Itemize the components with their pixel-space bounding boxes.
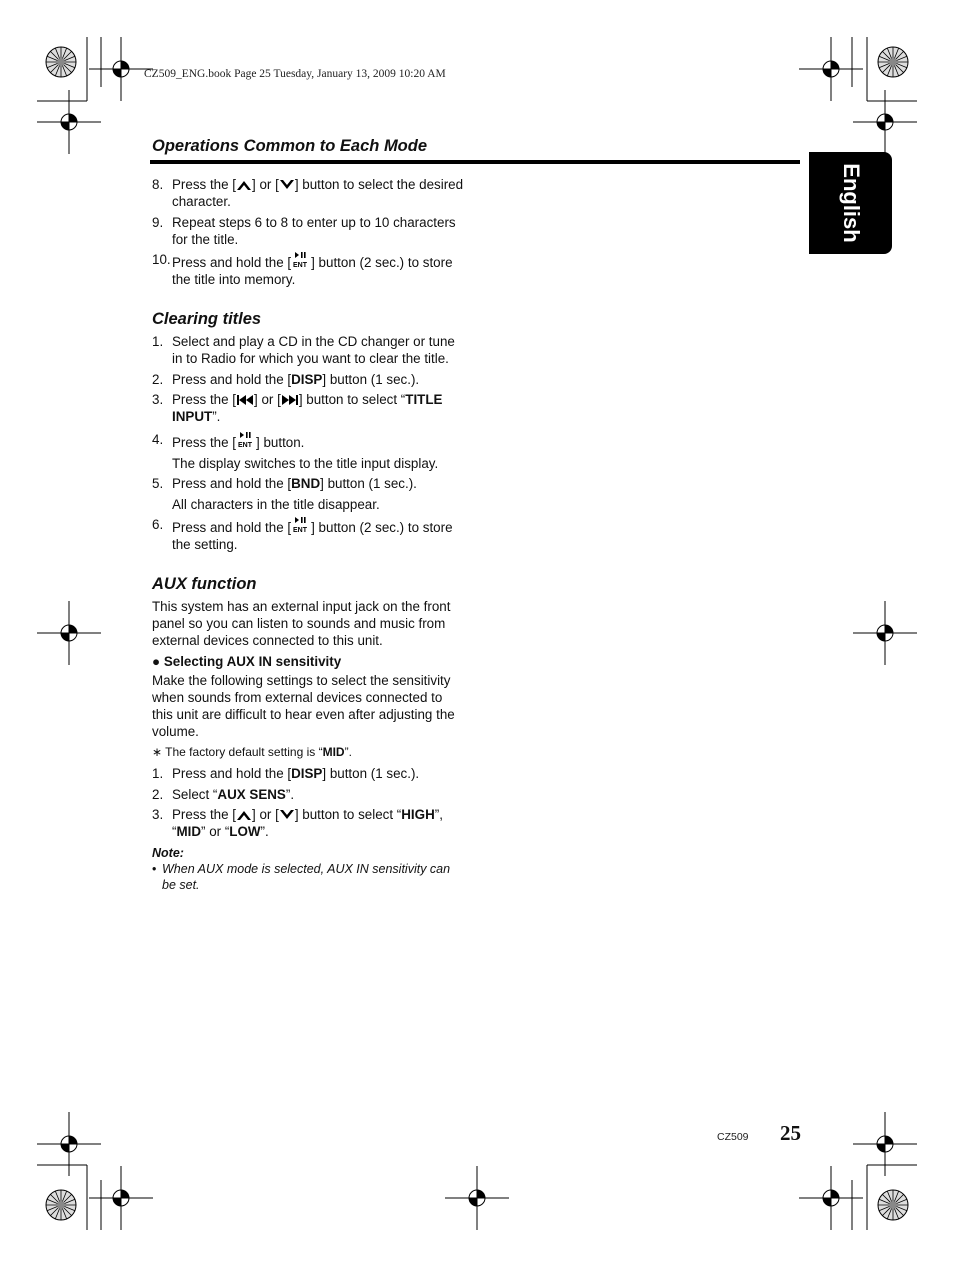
step-10 [152, 251, 464, 288]
step-text: ”. [212, 409, 221, 424]
aux-function-heading: AUX function [152, 575, 257, 593]
svg-text:ENT: ENT [238, 442, 253, 449]
factory-default-note [152, 744, 464, 761]
svg-text:ENT: ENT [293, 527, 308, 534]
step-text: ] or [ [252, 807, 279, 822]
clear-step-1 [152, 333, 464, 367]
note-text: ∗ The factory default setting is “ [152, 745, 323, 759]
step-number: 2. [152, 786, 164, 802]
note-text: ”. [344, 745, 352, 759]
clearing-titles-heading: Clearing titles [152, 310, 262, 328]
clear-step-3 [152, 391, 464, 425]
default-value: MID [322, 745, 345, 759]
step-number: 5. [152, 476, 164, 491]
button-name: DISP [291, 766, 323, 781]
step-text: Press and hold the [ [172, 476, 292, 491]
step-number: 3. [152, 392, 164, 407]
step-number: 3. [152, 807, 164, 822]
step-number: 10. [152, 252, 171, 267]
aux-step-1 [152, 765, 464, 782]
page-number: 25 [780, 1121, 801, 1145]
book-info-header: CZ509_ENG.book Page 25 Tuesday, January 13, 2009 10:20 AM [144, 68, 446, 80]
step-text: Press and hold the [ [172, 255, 292, 270]
note-text: When AUX mode is selected, AUX IN sensitivity can be set. [162, 862, 451, 892]
play-pause-ent-icon [291, 251, 311, 269]
step-text: ] button to select “ [294, 807, 402, 822]
step-text: ] or [ [252, 177, 279, 192]
step-text: ] or [ [254, 392, 281, 407]
step-9 [152, 214, 464, 248]
note-title: Note: [152, 846, 184, 860]
clear-step-2 [152, 371, 464, 388]
step-text: ] button (1 sec.). [320, 476, 417, 491]
main-column [152, 176, 464, 893]
step-number: 2. [152, 371, 164, 387]
skip-forward-icon [281, 394, 299, 406]
step-result: All characters in the title disappear. [172, 497, 380, 512]
play-pause-ent-icon [236, 431, 256, 449]
step-text: ] button. [256, 435, 305, 450]
down-arrow-icon [279, 179, 295, 191]
subheading-text: Selecting AUX IN sensitivity [163, 654, 342, 669]
step-text: Press and hold the [ [172, 371, 292, 387]
step-number: 8. [152, 177, 164, 192]
option-low: LOW [229, 824, 261, 839]
step-text: ”. [260, 824, 269, 839]
step-number: 1. [152, 334, 164, 349]
button-name: BND [291, 476, 321, 491]
step-text: Press and hold the [ [172, 520, 292, 535]
clear-step-5 [152, 475, 464, 492]
skip-back-icon [236, 394, 254, 406]
aux-sensitivity-desc: Make the following settings to select the sensitivity when sounds from external devices connected to this unit are difficult to hear even after adjusting the volume. [152, 673, 455, 739]
up-arrow-icon [236, 809, 252, 821]
step-text: Press the [ [172, 435, 237, 450]
step-8 [152, 176, 464, 210]
menu-item-name: TITLE INPUT [172, 392, 443, 424]
bullet-icon: ● [152, 654, 161, 669]
clear-step-6 [152, 516, 464, 553]
step-number: 9. [152, 214, 164, 230]
option-mid: MID [176, 824, 202, 839]
step-text: Press the [ [172, 807, 237, 822]
step-text: ] button to select the desired character. [172, 177, 464, 209]
svg-text:ENT: ENT [293, 262, 308, 269]
clear-step-4 [152, 431, 464, 451]
section-rule [150, 160, 800, 164]
note-item [152, 862, 464, 893]
step-text: Select “ [172, 786, 218, 802]
aux-intro: This system has an external input jack on the front panel so you can listen to sounds and music from external devices connected to this unit. [152, 599, 451, 648]
menu-item-name: AUX SENS [217, 786, 286, 802]
step-result: The display switches to the title input display. [172, 456, 439, 471]
step-text: ] button (2 sec.) to store the setting. [172, 520, 453, 552]
step-text: Press and hold the [ [172, 766, 292, 781]
step-text: ] button (2 sec.) to store the title into memory. [172, 255, 453, 287]
option-high: HIGH [401, 807, 435, 822]
step-text: ] button to select “ [298, 392, 406, 407]
footer-model: CZ509 [717, 1131, 749, 1143]
step-text: ”. [285, 786, 295, 802]
step-text: ”, “ [172, 807, 443, 839]
bullet-icon: • [152, 862, 157, 876]
aux-step-3 [152, 806, 464, 840]
language-tab [809, 152, 892, 254]
section-title: Operations Common to Each Mode [152, 137, 428, 155]
step-text: Repeat steps 6 to 8 to enter up to 10 characters for the title. [172, 214, 456, 247]
down-arrow-icon [279, 809, 295, 821]
step-text: ] button (1 sec.). [322, 766, 420, 781]
step-number: 1. [152, 766, 164, 781]
step-number: 6. [152, 517, 164, 532]
language-tab-label: English [838, 163, 864, 243]
up-arrow-icon [236, 179, 252, 191]
play-pause-ent-icon [291, 516, 311, 534]
step-text: ” or “ [201, 824, 230, 839]
aux-step-2 [152, 786, 464, 803]
aux-sensitivity-heading [152, 653, 464, 670]
step-text: ] button (1 sec.). [322, 371, 420, 387]
step-number: 4. [152, 432, 164, 447]
step-text: Press the [ [172, 392, 237, 407]
button-name: DISP [291, 371, 323, 387]
step-text: Press the [ [172, 177, 237, 192]
step-text: Select and play a CD in the CD changer or tune in to Radio for which you want to clear the title. [172, 334, 455, 366]
